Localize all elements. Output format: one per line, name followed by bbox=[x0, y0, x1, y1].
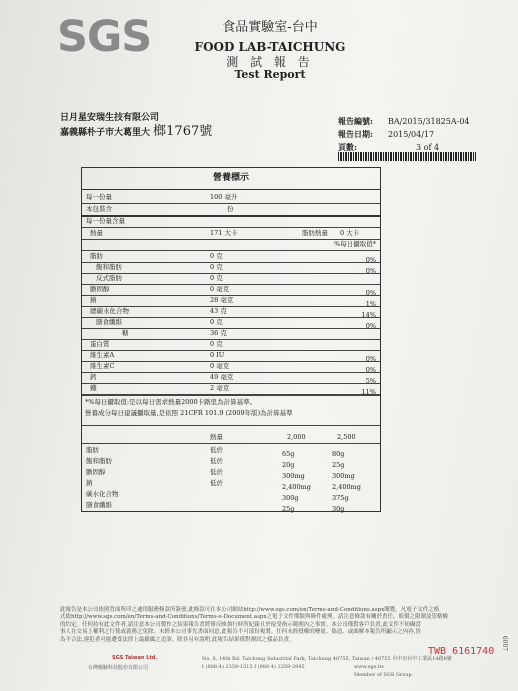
per-serving-label: 每一份量含量 bbox=[86, 217, 125, 225]
divider bbox=[82, 425, 380, 426]
ref-name: 膽固醇 bbox=[86, 468, 106, 476]
ref-name: 脂肪 bbox=[86, 446, 99, 454]
nutrient-name: 維生素C bbox=[90, 362, 115, 370]
nutrient-name: 鈉 bbox=[90, 296, 97, 304]
address-number: 榔1767號 bbox=[153, 124, 213, 139]
reference-row bbox=[82, 467, 380, 478]
nutrient-value: 0 克 bbox=[210, 318, 223, 326]
dv-header-row bbox=[82, 239, 380, 250]
nutrient-dv: 1% bbox=[365, 300, 376, 308]
ref-header-col1: 2,000 bbox=[287, 433, 306, 441]
member-text: Member of SGS Group bbox=[354, 672, 412, 678]
serving-size-row bbox=[82, 192, 380, 203]
ref-name: 膳食纖維 bbox=[86, 501, 112, 509]
nutrition-title: 營養標示 bbox=[82, 168, 380, 190]
nutrient-row bbox=[82, 339, 380, 350]
reference-row bbox=[82, 456, 380, 467]
ref-value-2500: 300mg bbox=[332, 472, 355, 480]
barcode bbox=[338, 152, 476, 161]
ref-name: 鈉 bbox=[86, 479, 93, 487]
reference-row bbox=[82, 445, 380, 456]
nutrient-dv: 0% bbox=[365, 289, 376, 297]
serving-size-value: 100 毫升 bbox=[210, 193, 238, 201]
company-footer bbox=[84, 655, 494, 680]
ref-name: 碳水化合物 bbox=[86, 490, 119, 498]
ref-value-2500: 375g bbox=[332, 494, 349, 502]
footnote-2 bbox=[82, 408, 380, 419]
ref-value-2000: 25g bbox=[282, 505, 295, 513]
serving-size-label: 每一份量 bbox=[86, 193, 112, 201]
report-date-label: 報告日期: bbox=[338, 129, 373, 139]
divider bbox=[82, 443, 380, 444]
terms-line: 事人在交易上權利之行使或義務之免除。未經本公司事先書面同意,此報告不可部份複製。任何未經授權的變更、偽造、或曲解本報告所顯示之內容,皆 bbox=[60, 629, 422, 636]
ref-value-2500: 2,400mg bbox=[332, 483, 361, 491]
servings-label: 本包裝含 bbox=[86, 205, 112, 213]
nutrient-value: 0 克 bbox=[210, 340, 223, 348]
lab-name-en: FOOD LAB-TAICHUNG bbox=[194, 40, 346, 54]
nutrient-name: 蛋白質 bbox=[90, 340, 110, 348]
per-serving-row bbox=[82, 216, 380, 227]
nutrient-dv: 0% bbox=[365, 366, 376, 374]
report-title-cn: 測 試 報 告 bbox=[226, 55, 314, 69]
ref-value-2000: 2,400mg bbox=[282, 483, 311, 491]
footnote-1-text: *%每日攝取值:是以每日需求熱量2000卡路里為計算基準。 bbox=[85, 398, 257, 406]
nutrient-name: 反式脂肪 bbox=[96, 274, 122, 282]
nutrient-value: 49 毫克 bbox=[210, 373, 234, 381]
footnote-2-text: 營養成分每日建議攝取量,是依照 21CFR 101.9 (2009年版)為計算基準 bbox=[85, 409, 293, 417]
lab-name-cn: 食品實驗室-台中 bbox=[222, 20, 318, 35]
ref-value-2000: 300mg bbox=[282, 472, 305, 480]
nutrient-row bbox=[82, 328, 380, 339]
client-name: 日月星安瑞生技有限公司 bbox=[60, 113, 160, 123]
sgs-logo bbox=[57, 12, 152, 62]
nutrient-value: 28 毫克 bbox=[210, 296, 234, 304]
ref-condition: 低於 bbox=[210, 468, 223, 476]
ref-value-2000: 65g bbox=[282, 450, 295, 458]
company-name-cn: 台灣檢驗科技股份有限公司 bbox=[88, 665, 149, 671]
company-address: No. 8, 14th Rd. Taichung Industrial Park, Taichung 40755, Taiwan / 40755 台中市台中工業區14路8號 bbox=[202, 656, 452, 662]
nutrient-row bbox=[82, 306, 380, 317]
ref-condition: 低於 bbox=[210, 457, 223, 465]
nutrient-dv: 0% bbox=[365, 355, 376, 363]
nutrient-value: 36 克 bbox=[210, 329, 227, 337]
nutrient-row bbox=[82, 273, 380, 284]
nutrient-dv: 0% bbox=[365, 256, 376, 264]
ref-header-row bbox=[82, 432, 380, 443]
report-number-row bbox=[338, 115, 470, 128]
nutrient-name: 維生素A bbox=[90, 351, 115, 359]
side-code: 6007 bbox=[501, 635, 509, 652]
divider bbox=[82, 395, 380, 396]
nutrient-name: 總碳水化合物 bbox=[90, 307, 129, 315]
footnote-1 bbox=[82, 397, 380, 408]
nutrient-row bbox=[82, 361, 380, 372]
nutrient-name: 脂肪 bbox=[90, 252, 103, 260]
nutrition-facts-table bbox=[81, 167, 381, 512]
nutrient-row bbox=[82, 372, 380, 383]
ref-value-2000: 300g bbox=[282, 494, 299, 502]
dv-header: %每日攝取值* bbox=[334, 240, 376, 248]
servings-value: 份 bbox=[227, 205, 234, 213]
ref-value-2500: 25g bbox=[332, 461, 345, 469]
terms-line: 式依http://www.sgs.com/en/Terms-and-Conditions/Terms-e-Document.aspx之電子文件期限與條件處理。請注意條款有關於責任、賠償之限制及管轄權 bbox=[60, 614, 449, 621]
reference-row bbox=[82, 478, 380, 489]
client-address bbox=[60, 125, 212, 140]
energy-label: 熱量 bbox=[90, 229, 103, 237]
nutrient-row bbox=[82, 284, 380, 295]
nutrient-name: 膳食纖維 bbox=[96, 318, 122, 326]
nutrient-value: 2 毫克 bbox=[210, 384, 230, 392]
ref-condition: 低於 bbox=[210, 479, 223, 487]
nutrient-value: 43 克 bbox=[210, 307, 227, 315]
company-website: www.sgs.tw bbox=[354, 664, 385, 670]
page-label: 頁數: bbox=[338, 142, 357, 152]
nutrient-name: 糖 bbox=[122, 329, 129, 337]
terms-footer bbox=[60, 607, 490, 644]
nutrient-value: 0 毫克 bbox=[210, 285, 230, 293]
ref-name: 飽和脂肪 bbox=[86, 457, 112, 465]
energy-value: 171 大卡 bbox=[210, 229, 238, 237]
nutrient-row bbox=[82, 251, 380, 262]
nutrient-value: 0 克 bbox=[210, 274, 223, 282]
report-date: 2015/04/17 bbox=[388, 130, 435, 139]
company-phone: t (886-4) 2359-1515 f (886-4) 2359-2945 bbox=[202, 664, 305, 670]
terms-line: 此報告是本公司依照背面所印之通用服務條款所簽發,此條款可在本公司網站http://www.sgs.com/en/Terms-and-Conditions.aspx閱覽。凡電子文件之格 bbox=[60, 607, 440, 613]
nutrient-name: 膽固醇 bbox=[90, 285, 110, 293]
ref-condition: 低於 bbox=[210, 446, 223, 454]
nutrient-value: 0 IU bbox=[210, 351, 225, 359]
nutrient-row bbox=[82, 350, 380, 361]
nutrient-dv: 0% bbox=[365, 322, 376, 330]
nutrient-row bbox=[82, 262, 380, 273]
terms-line: 的約定。任何持有此文件者,請注意本公司製作之結果報告書將僅反映執行時所紀錄且於接受指示範圍內之事實。本公司僅對客戶負責,此文件不妨礙當 bbox=[60, 621, 422, 628]
reference-row bbox=[82, 500, 380, 511]
ref-value-2500: 30g bbox=[332, 505, 345, 513]
nutrient-dv: 0% bbox=[365, 267, 376, 275]
serial-number: TWB 6161740 bbox=[428, 646, 495, 657]
nutrient-row bbox=[82, 295, 380, 306]
nutrient-row bbox=[82, 383, 380, 394]
company-name: SGS Taiwan Ltd. bbox=[112, 655, 158, 661]
nutrient-name: 鈣 bbox=[90, 373, 97, 381]
logo-text: SGS bbox=[57, 12, 152, 62]
report-title-en: Test Report bbox=[234, 68, 306, 81]
nutrient-dv: 11% bbox=[361, 388, 376, 396]
report-number: BA/2015/31825A-04 bbox=[388, 117, 470, 126]
ref-value-2000: 20g bbox=[282, 461, 295, 469]
ref-value-2500: 80g bbox=[332, 450, 345, 458]
servings-row bbox=[82, 204, 380, 215]
ref-header-label: 熱量 bbox=[210, 433, 223, 441]
nutrient-row bbox=[82, 317, 380, 328]
nutrient-value: 0 克 bbox=[210, 263, 223, 271]
reference-row bbox=[82, 489, 380, 500]
fat-energy-label: 脂肪熱量 bbox=[302, 229, 328, 237]
report-date-row bbox=[338, 128, 470, 141]
report-meta bbox=[338, 115, 470, 154]
nutrient-name: 飽和脂肪 bbox=[96, 263, 122, 271]
report-number-label: 報告編號: bbox=[338, 116, 373, 126]
terms-line: 為不合法,違犯者可能遭受法律上最嚴厲之追訴。除非另有說明,此報告結果僅對測試之樣品負責。 bbox=[60, 636, 295, 643]
nutrient-value: 0 毫克 bbox=[210, 362, 230, 370]
fat-energy-value: 0 大卡 bbox=[340, 229, 360, 237]
nutrient-dv: 5% bbox=[365, 377, 376, 385]
address-text: 嘉義縣朴子市大葛里大 bbox=[60, 128, 151, 138]
page-number: 3 of 4 bbox=[416, 143, 440, 152]
nutrient-value: 0 克 bbox=[210, 252, 223, 260]
nutrient-name: 鐵 bbox=[90, 384, 97, 392]
nutrient-dv: 14% bbox=[361, 311, 376, 319]
energy-row bbox=[82, 228, 380, 239]
client-info bbox=[60, 112, 212, 140]
ref-header-col2: 2,500 bbox=[337, 433, 356, 441]
